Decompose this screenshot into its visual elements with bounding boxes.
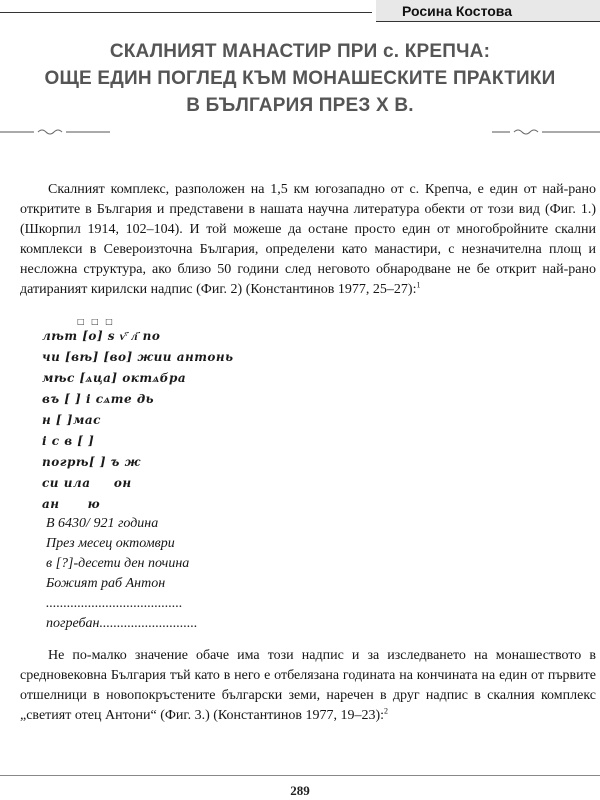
- inscription-line: си ила он: [42, 476, 132, 490]
- inscription-abbreviation-marks: □ □ □: [77, 317, 115, 326]
- inscription-line: чи [вѣ] [во] жии антонь: [42, 350, 234, 364]
- footnote-marker-1: 1: [416, 280, 421, 290]
- title-line-1: СКАЛНИЯТ МАНАСТИР ПРИ с. КРЕПЧА:: [109, 41, 491, 62]
- translation-line: През месец октомври: [46, 536, 175, 551]
- title-ornament-left: [0, 127, 110, 137]
- inscription-line: мѣс [ѧца] октѧбра: [42, 371, 187, 385]
- title-line-2: ОЩЕ ЕДИН ПОГЛЕД КЪМ МОНАШЕСКИТЕ ПРАКТИКИ: [44, 68, 556, 89]
- page-number: 289: [290, 783, 310, 798]
- translation-line: погребан............................: [46, 616, 198, 631]
- inscription-line: н [ ]мас: [42, 413, 101, 427]
- footer-rule: [0, 775, 600, 776]
- inscription-line: і с в [ ]: [42, 434, 95, 448]
- article-title: [20, 38, 580, 119]
- title-line-3: В БЪЛГАРИЯ ПРЕЗ X В.: [186, 95, 414, 116]
- header-rule: [0, 12, 372, 13]
- inscription-line: погрѣ[ ] ъ ж: [42, 455, 141, 469]
- footnote-marker-2: 2: [384, 706, 389, 716]
- translation-line: в [?]-десети ден почина: [46, 556, 190, 571]
- running-header-author: Росина Костова: [376, 0, 600, 22]
- translation-line: .......................................: [46, 596, 183, 611]
- translation-block: [46, 514, 346, 634]
- inscription-line: въ [ ] і сѧте дь: [42, 392, 155, 406]
- translation-line: Божият раб Антон: [46, 576, 166, 591]
- paragraph-2: [20, 646, 596, 726]
- inscription-line: ан ю: [42, 497, 101, 511]
- inscription-block: [42, 326, 342, 515]
- title-ornament-right: [492, 127, 600, 137]
- paragraph-1: [20, 180, 596, 300]
- translation-line: В 6430/ 921 година: [46, 516, 159, 531]
- inscription-line: лѣт [о] ѕ ѵ҃ л҃ по: [42, 329, 161, 343]
- paragraph-1-text: Скалният комплекс, разположен на 1,5 км югозападно от с. Крепча, е един от най-рано откритите в България и представени в нашата научна литература обекти от този вид (Фиг. 1.) (Шкорпил 1914, 102–104). И той можеше да остане просто един от многобройните скални комплекси в Североизточна България, определени като манастири, с незначителна площ и несложна структура, ако близо 50 години след неговото обнародване не бе открит най-рано датираният кирилски надпис (Фиг. 2) (Константинов 1977, 25–27):: [20, 182, 596, 297]
- paragraph-2-text: Не по-малко значение обаче има този надпис и за изследването на монашеството в средновековна България тъй като в него е отбелязана годината на кончината на един от първите отшелници в новопокръстените български земи, наречен в друг надпис в скалния комплекс „светият отец Антони“ (Фиг. 3.) (Константинов 1977, 19–23):: [20, 648, 596, 723]
